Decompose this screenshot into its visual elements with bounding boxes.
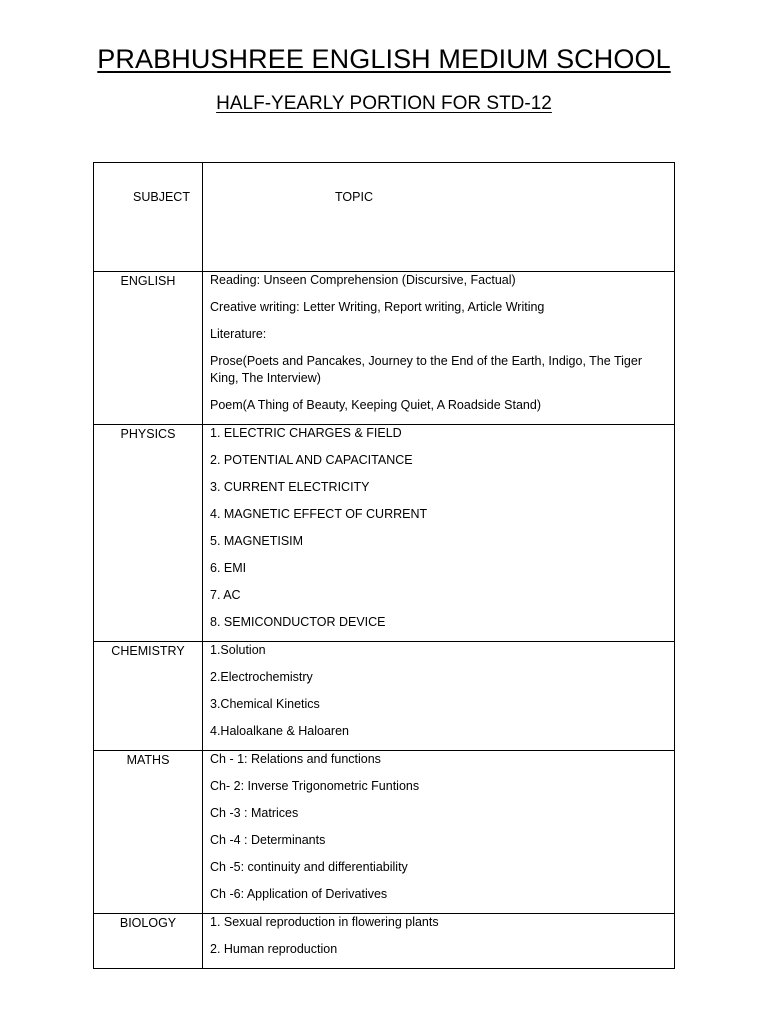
subject-cell <box>94 642 203 751</box>
topic-cell <box>203 914 675 969</box>
document-subtitle: HALF-YEARLY PORTION FOR STD-12 <box>216 93 552 114</box>
topic-item: 1. Sexual reproduction in flowering plants <box>210 915 439 929</box>
topic-item: Ch -4 : Determinants <box>210 833 326 847</box>
topic-list <box>203 751 674 903</box>
topic-item: 2. POTENTIAL AND CAPACITANCE <box>210 453 413 467</box>
table-row <box>94 425 675 642</box>
topic-item: 1. ELECTRIC CHARGES & FIELD <box>210 426 402 440</box>
topic-item: 1.Solution <box>210 643 266 657</box>
topic-item: Creative writing: Letter Writing, Report writing, Article Writing <box>210 300 545 314</box>
subject-name: MATHS <box>126 753 170 767</box>
topic-item: 2. Human reproduction <box>210 942 338 956</box>
subject-name: CHEMISTRY <box>111 644 185 658</box>
topic-item: 5. MAGNETISIM <box>210 534 304 548</box>
topic-list <box>203 914 674 958</box>
topic-item: Ch -5: continuity and differentiability <box>210 860 408 874</box>
table-row <box>94 914 675 969</box>
topic-item: 3.Chemical Kinetics <box>210 697 320 711</box>
header-cell-subject <box>94 163 203 272</box>
table-row <box>94 642 675 751</box>
topic-item: Poem(A Thing of Beauty, Keeping Quiet, A Roadside Stand) <box>210 398 541 412</box>
topic-list <box>203 425 674 631</box>
document-title: PRABHUSHREE ENGLISH MEDIUM SCHOOL <box>97 44 671 74</box>
subject-name: BIOLOGY <box>119 916 177 930</box>
topic-item: 7. AC <box>210 588 241 602</box>
topic-item: Ch - 1: Relations and functions <box>210 752 381 766</box>
topic-list <box>203 642 674 740</box>
topic-item: Prose(Poets and Pancakes, Journey to the End of the Earth, Indigo, The Tiger King, The Interview) <box>210 354 642 385</box>
topic-cell <box>203 642 675 751</box>
subject-cell <box>94 425 203 642</box>
topic-item: Literature: <box>210 327 267 341</box>
topic-item: Ch- 2: Inverse Trigonometric Funtions <box>210 779 420 793</box>
table-row <box>94 272 675 425</box>
topic-cell <box>203 425 675 642</box>
header-cell-topic <box>203 163 675 272</box>
header-topic-label: TOPIC <box>335 190 373 204</box>
topic-item: Reading: Unseen Comprehension (Discursive, Factual) <box>210 273 516 287</box>
table-header-row <box>94 163 675 272</box>
topic-item: 8. SEMICONDUCTOR DEVICE <box>210 615 386 629</box>
subject-name: PHYSICS <box>120 427 176 441</box>
topic-item: Ch -6: Application of Derivatives <box>210 887 388 901</box>
subject-cell <box>94 272 203 425</box>
table-row <box>94 751 675 914</box>
subject-name: ENGLISH <box>120 274 176 288</box>
portion-table <box>93 162 675 969</box>
subject-cell <box>94 751 203 914</box>
topic-item: 4.Haloalkane & Haloaren <box>210 724 349 738</box>
header-subject-label: SUBJECT <box>133 190 190 204</box>
topic-cell <box>203 272 675 425</box>
topic-item: 3. CURRENT ELECTRICITY <box>210 480 370 494</box>
topic-item: 2.Electrochemistry <box>210 670 313 684</box>
topic-item: 6. EMI <box>210 561 247 575</box>
topic-cell <box>203 751 675 914</box>
topic-list <box>203 272 674 414</box>
subject-cell <box>94 914 203 969</box>
topic-item: Ch -3 : Matrices <box>210 806 299 820</box>
topic-item: 4. MAGNETIC EFFECT OF CURRENT <box>210 507 428 521</box>
